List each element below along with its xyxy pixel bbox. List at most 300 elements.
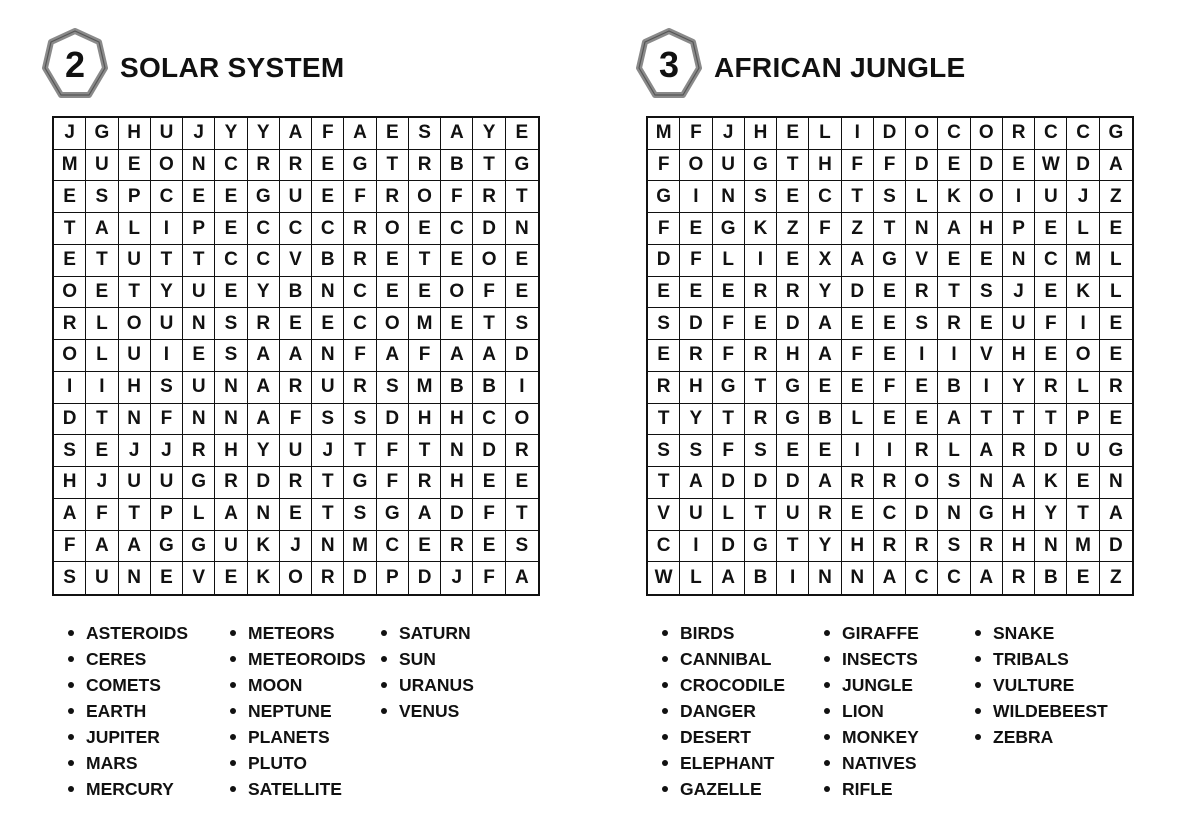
grid-cell[interactable]: C [1067, 118, 1099, 150]
grid-cell[interactable]: M [648, 118, 680, 150]
grid-cell[interactable]: D [1035, 435, 1067, 467]
grid-cell[interactable]: N [312, 531, 344, 563]
grid-cell[interactable]: A [441, 118, 473, 150]
grid-cell[interactable]: T [86, 245, 118, 277]
grid-cell[interactable]: S [938, 467, 970, 499]
grid-cell[interactable]: L [680, 562, 712, 594]
grid-cell[interactable]: F [874, 372, 906, 404]
grid-cell[interactable]: E [745, 308, 777, 340]
grid-cell[interactable]: F [473, 277, 505, 309]
grid-cell[interactable]: I [680, 181, 712, 213]
grid-cell[interactable]: Y [248, 118, 280, 150]
grid-cell[interactable]: D [680, 308, 712, 340]
grid-cell[interactable]: E [648, 340, 680, 372]
grid-cell[interactable]: A [809, 340, 841, 372]
grid-cell[interactable]: T [842, 181, 874, 213]
grid-cell[interactable]: T [473, 150, 505, 182]
grid-cell[interactable]: D [377, 404, 409, 436]
grid-cell[interactable]: U [183, 372, 215, 404]
grid-cell[interactable]: I [680, 531, 712, 563]
grid-cell[interactable]: N [1035, 531, 1067, 563]
grid-cell[interactable]: F [680, 245, 712, 277]
grid-cell[interactable]: E [777, 118, 809, 150]
grid-cell[interactable]: R [745, 340, 777, 372]
grid-cell[interactable]: S [344, 404, 376, 436]
grid-cell[interactable]: V [906, 245, 938, 277]
grid-cell[interactable]: S [54, 562, 86, 594]
grid-cell[interactable]: T [183, 245, 215, 277]
grid-cell[interactable]: U [713, 150, 745, 182]
grid-cell[interactable]: U [680, 499, 712, 531]
grid-cell[interactable]: E [280, 308, 312, 340]
grid-cell[interactable]: R [248, 308, 280, 340]
grid-cell[interactable]: G [183, 467, 215, 499]
grid-cell[interactable]: R [938, 308, 970, 340]
grid-cell[interactable]: G [777, 372, 809, 404]
grid-cell[interactable]: E [54, 245, 86, 277]
grid-cell[interactable]: E [1100, 404, 1132, 436]
grid-cell[interactable]: S [680, 435, 712, 467]
grid-cell[interactable]: S [344, 499, 376, 531]
grid-cell[interactable]: R [280, 467, 312, 499]
grid-cell[interactable]: N [971, 467, 1003, 499]
grid-cell[interactable]: N [312, 277, 344, 309]
grid-cell[interactable]: G [777, 404, 809, 436]
grid-cell[interactable]: R [506, 435, 538, 467]
grid-cell[interactable]: S [312, 404, 344, 436]
grid-cell[interactable]: T [473, 308, 505, 340]
grid-cell[interactable]: N [809, 562, 841, 594]
grid-cell[interactable]: T [938, 277, 970, 309]
grid-cell[interactable]: R [473, 181, 505, 213]
grid-cell[interactable]: N [248, 499, 280, 531]
grid-cell[interactable]: K [1035, 467, 1067, 499]
grid-cell[interactable]: F [648, 150, 680, 182]
grid-cell[interactable]: T [713, 404, 745, 436]
grid-cell[interactable]: F [54, 531, 86, 563]
grid-cell[interactable]: A [971, 562, 1003, 594]
grid-cell[interactable]: U [1035, 181, 1067, 213]
grid-cell[interactable]: E [86, 435, 118, 467]
grid-cell[interactable]: D [745, 467, 777, 499]
grid-cell[interactable]: E [506, 118, 538, 150]
grid-cell[interactable]: E [119, 150, 151, 182]
grid-cell[interactable]: F [473, 499, 505, 531]
grid-cell[interactable]: G [745, 150, 777, 182]
grid-cell[interactable]: O [473, 245, 505, 277]
grid-cell[interactable]: Y [248, 277, 280, 309]
grid-cell[interactable]: D [842, 277, 874, 309]
grid-cell[interactable]: E [280, 499, 312, 531]
grid-cell[interactable]: R [648, 372, 680, 404]
grid-cell[interactable]: B [280, 277, 312, 309]
grid-cell[interactable]: C [1035, 245, 1067, 277]
grid-cell[interactable]: C [151, 181, 183, 213]
grid-cell[interactable]: N [119, 404, 151, 436]
grid-cell[interactable]: P [151, 499, 183, 531]
grid-cell[interactable]: S [215, 308, 247, 340]
grid-cell[interactable]: G [874, 245, 906, 277]
grid-cell[interactable]: C [312, 213, 344, 245]
grid-cell[interactable]: T [151, 245, 183, 277]
grid-cell[interactable]: F [377, 467, 409, 499]
grid-cell[interactable]: A [680, 467, 712, 499]
grid-cell[interactable]: G [183, 531, 215, 563]
grid-cell[interactable]: C [938, 562, 970, 594]
grid-cell[interactable]: O [906, 467, 938, 499]
grid-cell[interactable]: G [713, 372, 745, 404]
grid-cell[interactable]: R [409, 467, 441, 499]
grid-cell[interactable]: I [874, 435, 906, 467]
grid-cell[interactable]: A [842, 245, 874, 277]
grid-cell[interactable]: U [777, 499, 809, 531]
grid-cell[interactable]: L [183, 499, 215, 531]
grid-cell[interactable]: E [809, 435, 841, 467]
grid-cell[interactable]: G [506, 150, 538, 182]
grid-cell[interactable]: M [54, 150, 86, 182]
grid-cell[interactable]: A [441, 340, 473, 372]
grid-cell[interactable]: E [377, 245, 409, 277]
grid-cell[interactable]: E [312, 308, 344, 340]
grid-cell[interactable]: F [344, 181, 376, 213]
grid-cell[interactable]: E [971, 245, 1003, 277]
grid-cell[interactable]: T [971, 404, 1003, 436]
grid-cell[interactable]: N [842, 562, 874, 594]
grid-cell[interactable]: F [377, 435, 409, 467]
grid-cell[interactable]: J [713, 118, 745, 150]
grid-cell[interactable]: R [1003, 118, 1035, 150]
grid-cell[interactable]: H [777, 340, 809, 372]
grid-cell[interactable]: A [938, 404, 970, 436]
grid-cell[interactable]: I [151, 340, 183, 372]
grid-cell[interactable]: I [842, 435, 874, 467]
grid-cell[interactable]: A [86, 213, 118, 245]
grid-cell[interactable]: A [54, 499, 86, 531]
grid-cell[interactable]: F [280, 404, 312, 436]
grid-cell[interactable]: I [151, 213, 183, 245]
grid-cell[interactable]: R [215, 467, 247, 499]
grid-cell[interactable]: S [151, 372, 183, 404]
grid-cell[interactable]: J [119, 435, 151, 467]
grid-cell[interactable]: H [1003, 499, 1035, 531]
grid-cell[interactable]: R [680, 340, 712, 372]
grid-cell[interactable]: R [344, 245, 376, 277]
grid-cell[interactable]: S [906, 308, 938, 340]
grid-cell[interactable]: E [1035, 277, 1067, 309]
grid-cell[interactable]: C [377, 531, 409, 563]
grid-cell[interactable]: T [506, 499, 538, 531]
grid-cell[interactable]: R [745, 277, 777, 309]
grid-cell[interactable]: S [745, 181, 777, 213]
grid-cell[interactable]: N [183, 308, 215, 340]
grid-cell[interactable]: B [312, 245, 344, 277]
grid-cell[interactable]: A [248, 404, 280, 436]
grid-cell[interactable]: E [215, 213, 247, 245]
grid-cell[interactable]: S [874, 181, 906, 213]
grid-cell[interactable]: T [409, 245, 441, 277]
grid-cell[interactable]: B [441, 372, 473, 404]
grid-cell[interactable]: V [971, 340, 1003, 372]
grid-cell[interactable]: U [119, 245, 151, 277]
grid-cell[interactable]: T [506, 181, 538, 213]
grid-cell[interactable]: R [1035, 372, 1067, 404]
grid-cell[interactable]: H [1003, 340, 1035, 372]
grid-cell[interactable]: A [215, 499, 247, 531]
grid-cell[interactable]: Z [1110, 567, 1122, 589]
grid-cell[interactable]: E [151, 562, 183, 594]
grid-cell[interactable]: P [183, 213, 215, 245]
grid-cell[interactable]: T [312, 467, 344, 499]
grid-cell[interactable]: A [280, 340, 312, 372]
grid-cell[interactable]: D [777, 467, 809, 499]
grid-cell[interactable]: E [713, 277, 745, 309]
grid-cell[interactable]: I [1067, 308, 1099, 340]
grid-cell[interactable]: F [473, 562, 505, 594]
grid-cell[interactable]: D [874, 118, 906, 150]
grid-cell[interactable]: E [409, 213, 441, 245]
grid-cell[interactable]: R [906, 435, 938, 467]
grid-cell[interactable]: C [344, 277, 376, 309]
grid-cell[interactable]: F [1035, 308, 1067, 340]
grid-cell[interactable]: U [119, 340, 151, 372]
grid-cell[interactable]: A [874, 562, 906, 594]
grid-cell[interactable]: E [680, 213, 712, 245]
grid-cell[interactable]: R [1003, 562, 1035, 594]
grid-cell[interactable]: F [648, 213, 680, 245]
grid-cell[interactable]: F [409, 340, 441, 372]
grid-cell[interactable]: J [312, 435, 344, 467]
grid-cell[interactable]: S [648, 308, 680, 340]
grid-cell[interactable]: E [938, 245, 970, 277]
grid-cell[interactable]: D [473, 435, 505, 467]
grid-cell[interactable]: Y [1003, 372, 1035, 404]
grid-cell[interactable]: K [745, 213, 777, 245]
grid-cell[interactable]: M [1067, 245, 1099, 277]
grid-cell[interactable]: R [874, 467, 906, 499]
grid-cell[interactable]: F [441, 181, 473, 213]
grid-cell[interactable]: L [842, 404, 874, 436]
grid-cell[interactable]: S [86, 181, 118, 213]
grid-cell[interactable]: O [971, 181, 1003, 213]
grid-cell[interactable]: U [151, 308, 183, 340]
grid-cell[interactable]: D [1067, 150, 1099, 182]
grid-cell[interactable]: I [54, 372, 86, 404]
grid-cell[interactable]: E [874, 277, 906, 309]
grid-cell[interactable]: G [971, 499, 1003, 531]
grid-cell[interactable]: O [906, 118, 938, 150]
grid-cell[interactable]: E [1067, 467, 1099, 499]
grid-cell[interactable]: T [648, 467, 680, 499]
grid-cell[interactable]: E [441, 308, 473, 340]
grid-cell[interactable]: T [377, 150, 409, 182]
grid-cell[interactable]: E [312, 150, 344, 182]
grid-cell[interactable]: A [119, 531, 151, 563]
grid-cell[interactable]: D [54, 404, 86, 436]
grid-cell[interactable]: O [971, 118, 1003, 150]
grid-cell[interactable]: O [119, 308, 151, 340]
grid-cell[interactable]: C [248, 245, 280, 277]
grid-cell[interactable]: R [248, 150, 280, 182]
grid-cell[interactable]: R [312, 562, 344, 594]
grid-cell[interactable]: D [1100, 531, 1132, 563]
grid-cell[interactable]: I [777, 562, 809, 594]
grid-cell[interactable]: H [441, 467, 473, 499]
grid-cell[interactable]: E [971, 308, 1003, 340]
grid-cell[interactable]: H [409, 404, 441, 436]
grid-cell[interactable]: J [54, 118, 86, 150]
grid-cell[interactable]: Y [809, 277, 841, 309]
grid-cell[interactable]: G [648, 181, 680, 213]
grid-cell[interactable]: N [215, 404, 247, 436]
grid-cell[interactable]: I [745, 245, 777, 277]
grid-cell[interactable]: Y [680, 404, 712, 436]
grid-cell[interactable]: T [745, 499, 777, 531]
grid-cell[interactable]: N [441, 435, 473, 467]
grid-cell[interactable]: A [809, 467, 841, 499]
grid-cell[interactable]: F [713, 308, 745, 340]
grid-cell[interactable]: D [713, 467, 745, 499]
grid-cell[interactable]: E [409, 277, 441, 309]
grid-cell[interactable]: U [151, 467, 183, 499]
grid-cell[interactable]: E [938, 150, 970, 182]
grid-cell[interactable]: E [86, 277, 118, 309]
grid-cell[interactable]: O [506, 404, 538, 436]
grid-cell[interactable]: J [1003, 277, 1035, 309]
grid-cell[interactable]: E [842, 308, 874, 340]
grid-cell[interactable]: E [506, 467, 538, 499]
grid-cell[interactable]: R [344, 213, 376, 245]
grid-cell[interactable]: C [280, 213, 312, 245]
grid-cell[interactable]: C [441, 213, 473, 245]
grid-cell[interactable]: O [377, 213, 409, 245]
grid-cell[interactable]: Y [248, 435, 280, 467]
grid-cell[interactable]: D [441, 499, 473, 531]
grid-cell[interactable]: A [938, 213, 970, 245]
grid-cell[interactable]: D [777, 308, 809, 340]
grid-cell[interactable]: N [713, 181, 745, 213]
grid-cell[interactable]: E [215, 277, 247, 309]
grid-cell[interactable]: V [280, 245, 312, 277]
grid-cell[interactable]: E [1035, 213, 1067, 245]
grid-cell[interactable]: H [119, 372, 151, 404]
grid-cell[interactable]: T [312, 499, 344, 531]
grid-cell[interactable]: B [473, 372, 505, 404]
grid-cell[interactable]: T [648, 404, 680, 436]
grid-cell[interactable]: F [86, 499, 118, 531]
grid-cell[interactable]: E [777, 245, 809, 277]
grid-cell[interactable]: E [777, 435, 809, 467]
grid-cell[interactable]: N [119, 562, 151, 594]
grid-cell[interactable]: M [1067, 531, 1099, 563]
grid-cell[interactable]: F [842, 340, 874, 372]
grid-cell[interactable]: A [280, 118, 312, 150]
grid-cell[interactable]: N [183, 150, 215, 182]
grid-cell[interactable]: J [86, 467, 118, 499]
grid-cell[interactable]: N [1003, 245, 1035, 277]
grid-cell[interactable]: I [506, 372, 538, 404]
grid-cell[interactable]: E [506, 245, 538, 277]
grid-cell[interactable]: V [648, 499, 680, 531]
grid-cell[interactable]: M [409, 308, 441, 340]
grid-cell[interactable]: U [280, 181, 312, 213]
grid-cell[interactable]: D [473, 213, 505, 245]
grid-cell[interactable]: R [280, 150, 312, 182]
grid-cell[interactable]: R [344, 372, 376, 404]
grid-cell[interactable]: F [842, 150, 874, 182]
grid-cell[interactable]: U [151, 118, 183, 150]
grid-cell[interactable]: Y [1035, 499, 1067, 531]
grid-cell[interactable]: F [344, 340, 376, 372]
grid-cell[interactable]: G [745, 531, 777, 563]
grid-cell[interactable]: I [971, 372, 1003, 404]
grid-cell[interactable]: E [1035, 340, 1067, 372]
grid-cell[interactable]: A [248, 372, 280, 404]
grid-cell[interactable]: U [312, 372, 344, 404]
grid-cell[interactable]: O [54, 340, 86, 372]
grid-cell[interactable]: L [1067, 213, 1099, 245]
grid-cell[interactable]: L [1100, 277, 1132, 309]
grid-cell[interactable]: M [344, 531, 376, 563]
grid-cell[interactable]: D [248, 467, 280, 499]
grid-cell[interactable]: A [971, 435, 1003, 467]
grid-cell[interactable]: F [874, 150, 906, 182]
grid-cell[interactable]: W [648, 562, 680, 594]
grid-cell[interactable]: U [119, 467, 151, 499]
grid-cell[interactable]: R [874, 531, 906, 563]
grid-cell[interactable]: A [86, 531, 118, 563]
grid-cell[interactable]: L [906, 181, 938, 213]
grid-cell[interactable]: G [713, 213, 745, 245]
grid-cell[interactable]: E [183, 181, 215, 213]
grid-cell[interactable]: E [377, 277, 409, 309]
grid-cell[interactable]: S [215, 340, 247, 372]
grid-cell[interactable]: K [248, 562, 280, 594]
grid-cell[interactable]: F [312, 118, 344, 150]
grid-cell[interactable]: S [971, 277, 1003, 309]
grid-cell[interactable]: B [745, 562, 777, 594]
grid-cell[interactable]: Y [151, 277, 183, 309]
grid-cell[interactable]: A [713, 562, 745, 594]
letter-grid[interactable] [646, 116, 1134, 596]
grid-cell[interactable]: L [713, 499, 745, 531]
grid-cell[interactable]: T [119, 499, 151, 531]
grid-cell[interactable]: C [248, 213, 280, 245]
grid-cell[interactable]: L [809, 118, 841, 150]
grid-cell[interactable]: E [409, 531, 441, 563]
grid-cell[interactable]: G [344, 467, 376, 499]
grid-cell[interactable]: L [938, 435, 970, 467]
grid-cell[interactable]: A [809, 308, 841, 340]
grid-cell[interactable]: F [713, 435, 745, 467]
grid-cell[interactable]: R [777, 277, 809, 309]
grid-cell[interactable]: T [777, 150, 809, 182]
grid-cell[interactable]: B [1035, 562, 1067, 594]
grid-cell[interactable]: P [377, 562, 409, 594]
grid-cell[interactable]: A [1100, 499, 1132, 531]
grid-cell[interactable]: A [344, 118, 376, 150]
grid-cell[interactable]: E [842, 372, 874, 404]
grid-cell[interactable]: O [151, 150, 183, 182]
grid-cell[interactable]: R [1100, 372, 1132, 404]
grid-cell[interactable]: C [809, 181, 841, 213]
grid-cell[interactable]: T [1003, 404, 1035, 436]
grid-cell[interactable]: Z [777, 213, 809, 245]
grid-cell[interactable]: D [906, 150, 938, 182]
grid-cell[interactable]: G [151, 531, 183, 563]
grid-cell[interactable]: T [777, 531, 809, 563]
grid-cell[interactable]: S [54, 435, 86, 467]
grid-cell[interactable]: R [842, 467, 874, 499]
